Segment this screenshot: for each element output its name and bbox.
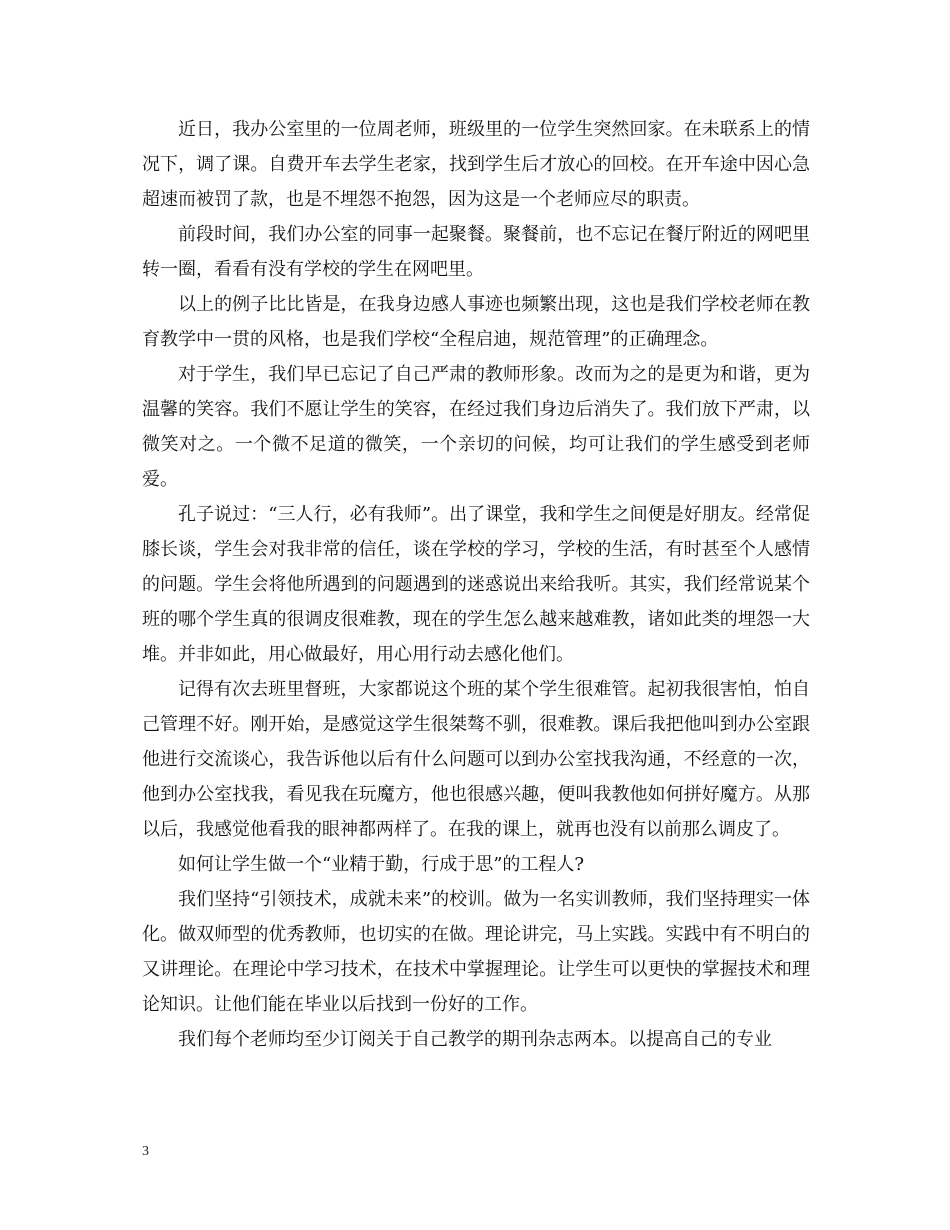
paragraph-4: 对于学生，我们早已忘记了自己严肃的教师形象。改而为之的是更为和谐，更为温馨的笑容。我们不愿让学生的笑容，在经过我们身边后消失了。我们放下严肃，以微笑对之。一个微不足道的微笑，一个亲切的问候，均可让我们的学生感受到老师爱。 (142, 364, 810, 490)
paragraph-6: 记得有次去班里督班，大家都说这个班的某个学生很难管。起初我很害怕，怕自己管理不好。刚开始，是感觉这学生很桀骜不驯，很难教。课后我把他叫到办公室跟他进行交流谈心，我告诉他以后有什么问题可以到办公室找我沟通，不经意的一次，他到办公室找我，看见我在玩魔方，他也很感兴趣，便叫我教他如何拼好魔方。从那以后，我感觉他看我的眼神都两样了。在我的课上，就再也没有以前那么调皮了。 (142, 679, 810, 840)
paragraph-7-question: 如何让学生做一个“业精于勤，行成于思”的工程人? (178, 854, 585, 875)
paragraph-1: 近日，我办公室里的一位周老师，班级里的一位学生突然回家。在未联系上的情况下，调了课。自费开车去学生老家，找到学生后才放心的回校。在开车途中因心急超速而被罚了款，也是不埋怨不抱怨，因为这是一个老师应尽的职责。 (142, 119, 810, 210)
paragraph-5: 孔子说过：“三人行，必有我师”。出了课堂，我和学生之间便是好朋友。经常促膝长谈，学生会对我非常的信任，谈在学校的学习，学校的生活，有时甚至个人感情的问题。学生会将他所遇到的问题遇到的迷惑说出来给我听。其实，我们经常说某个班的哪个学生真的很调皮很难教，现在的学生怎么越来越难教，诸如此类的埋怨一大堆。并非如此，用心做最好，用心用行动去感化他们。 (142, 504, 810, 665)
document-body (142, 112, 810, 1057)
paragraph-9: 我们每个老师均至少订阅关于自己教学的期刊杂志两本。以提高自己的专业 (178, 1029, 772, 1050)
paragraph-3: 以上的例子比比皆是，在我身边感人事迹也频繁出现，这也是我们学校老师在教育教学中一贯的风格，也是我们学校“全程启迪，规范管理”的正确理念。 (142, 294, 810, 350)
paragraph-2: 前段时间，我们办公室的同事一起聚餐。聚餐前，也不忘记在餐厅附近的网吧里转一圈，看看有没有学校的学生在网吧里。 (142, 224, 810, 280)
page-number: 3 (142, 1144, 149, 1159)
paragraph-8: 我们坚持“引领技术，成就未来”的校训。做为一名实训教师，我们坚持理实一体化。做双师型的优秀教师，也切实的在做。理论讲完，马上实践。实践中有不明白的又讲理论。在理论中学习技术，在技术中掌握理论。让学生可以更快的掌握技术和理论知识。让他们能在毕业以后找到一份好的工作。 (142, 889, 810, 1015)
